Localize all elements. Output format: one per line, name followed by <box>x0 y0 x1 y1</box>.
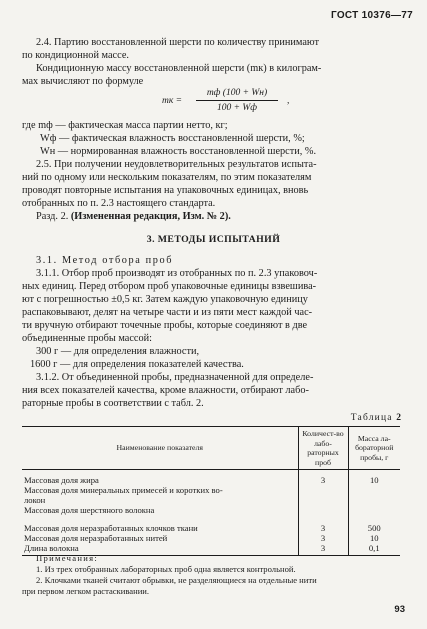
table-header-row <box>22 427 400 470</box>
paragraph-3-1-1-line-3: ют с погрешностью ±0,5 кг. Затем каждую упаковочную единицу <box>22 294 308 305</box>
row-name <box>22 515 298 523</box>
row-count: 3 <box>298 523 348 533</box>
paragraph-2-5-line-3: проводят повторные испытания на упаковочных единицах, вновь <box>22 185 309 196</box>
paragraph-2-4-line-1: 2.4. Партию восстановленной шерсти по количеству принимают <box>36 37 319 48</box>
row-count <box>298 495 348 505</box>
row-mass <box>348 515 400 523</box>
definition-wf: Wф — фактическая влажность восстановленной шерсти, %; <box>40 133 305 144</box>
table-row <box>22 505 400 515</box>
amendment-prefix: Разд. 2. <box>36 211 71 222</box>
header-sample-mass: Масса ла-бораторной пробы, г <box>348 427 400 470</box>
amendment-note <box>36 211 231 223</box>
row-mass: 10 <box>348 470 400 486</box>
paragraph-3-1-2-line-1: 3.1.2. От объединенной пробы, предназначенной для определе- <box>36 372 314 383</box>
row-count <box>298 485 348 495</box>
notes-title: Примечания: <box>36 553 99 563</box>
paragraph-3-1-1-line-2: ных единиц. Перед отбором проб упаковочные единицы взвешива- <box>22 281 317 292</box>
formula-lhs: mк = <box>162 96 183 106</box>
row-count: 3 <box>298 543 348 556</box>
row-count: 3 <box>298 533 348 543</box>
standard-header: ГОСТ 10376—77 <box>330 10 413 21</box>
row-name: Массовая доля неразработанных нитей <box>24 533 168 543</box>
row-count <box>298 505 348 515</box>
row-count: 3 <box>298 470 348 486</box>
formula-fraction-bar <box>196 100 278 101</box>
paragraph-3-1-1-line-6: объединенные пробы массой: <box>22 333 153 344</box>
table-2 <box>22 426 400 556</box>
formula-numerator: mф (100 + Wн) <box>206 88 268 98</box>
paragraph-3-1-1-line-1: 3.1.1. Отбор проб производят из отобранных по п. 2.3 упаковоч- <box>36 268 318 279</box>
mass-humidity: 300 г — для определения влажности, <box>36 346 200 357</box>
table-row <box>22 523 400 533</box>
row-mass: 500 <box>348 523 400 533</box>
note-2-line-2: при первом легком растаскивании. <box>22 586 150 596</box>
table-caption <box>351 412 401 424</box>
paragraph-2-5-line-4: отобранных по п. 2.3 настоящего стандарта. <box>22 198 216 209</box>
table-row <box>22 485 400 495</box>
subsection-3-1-heading: 3.1. Метод отбора проб <box>36 255 174 266</box>
row-mass: 10 <box>348 533 400 543</box>
conditioned-mass-line-2: мах вычисляют по формуле <box>22 76 144 87</box>
paragraph-2-5-line-1: 2.5. При получении неудовлетворительных результатов испыта- <box>36 159 317 170</box>
table-caption-number: 2 <box>396 413 401 423</box>
table-row <box>22 470 400 486</box>
row-name: Массовая доля жира <box>24 475 99 485</box>
header-sample-count: Количест-во лабо-раторных проб <box>298 427 348 470</box>
row-name: Массовая доля шерстяного волокна <box>24 505 155 515</box>
row-mass <box>348 505 400 515</box>
row-name: Длина волокна <box>22 543 298 556</box>
row-mass <box>348 495 400 505</box>
row-name: Массовая доля минеральных примесей и коротких во- <box>24 485 223 495</box>
table-caption-prefix: Таблица <box>350 413 397 423</box>
row-name: Массовая доля неразработанных клочков ткани <box>24 523 198 533</box>
amendment-bold: (Измененная редакция, Изм. № 2). <box>70 211 231 222</box>
formula-trailing-comma: , <box>287 96 290 106</box>
paragraph-2-5-line-2: ний по одному или нескольким показателям, по этим показателям <box>22 172 312 183</box>
definition-mf: где mф — фактическая масса партии нетто, кг; <box>22 120 228 131</box>
page-number: 93 <box>394 604 405 615</box>
row-mass: 0,1 <box>348 543 400 556</box>
formula-denominator: 100 + Wф <box>216 103 258 113</box>
table-row <box>22 515 400 523</box>
row-mass <box>348 485 400 495</box>
table-row <box>22 495 400 505</box>
mass-quality: 1600 г — для определения показателей качества. <box>30 359 244 370</box>
note-2-line-1: 2. Клочками тканей считают обрывки, не разделяющиеся на отдельные нити <box>36 575 317 585</box>
section-3-heading: 3. МЕТОДЫ ИСПЫТАНИЙ <box>146 234 281 245</box>
row-count <box>298 515 348 523</box>
definition-wn: Wн — нормированная влажность восстановленной шерсти, %. <box>40 146 317 157</box>
header-indicator-name: Наименование показателя <box>22 427 298 470</box>
conditioned-mass-line-1: Кондиционную массу восстановленной шерсти (mк) в килограм- <box>36 63 322 74</box>
paragraph-2-4-line-2: по кондиционной массе. <box>22 50 129 61</box>
paragraph-3-1-1-line-4: распаковывают, делят на четыре части и из пяти мест каждой час- <box>22 307 313 318</box>
paragraph-3-1-2-line-3: раторные пробы в соответствии с табл. 2. <box>22 398 204 409</box>
note-1: 1. Из трех отобранных лабораторных проб одна является контрольной. <box>36 564 296 574</box>
table-row <box>22 533 400 543</box>
row-name: локон <box>24 495 46 505</box>
paragraph-3-1-2-line-2: ния всех показателей качества, кроме влажности, отбирают лабо- <box>22 385 309 396</box>
paragraph-3-1-1-line-5: ти вручную отбирают точечные пробы, которые соединяют в две <box>22 320 308 331</box>
